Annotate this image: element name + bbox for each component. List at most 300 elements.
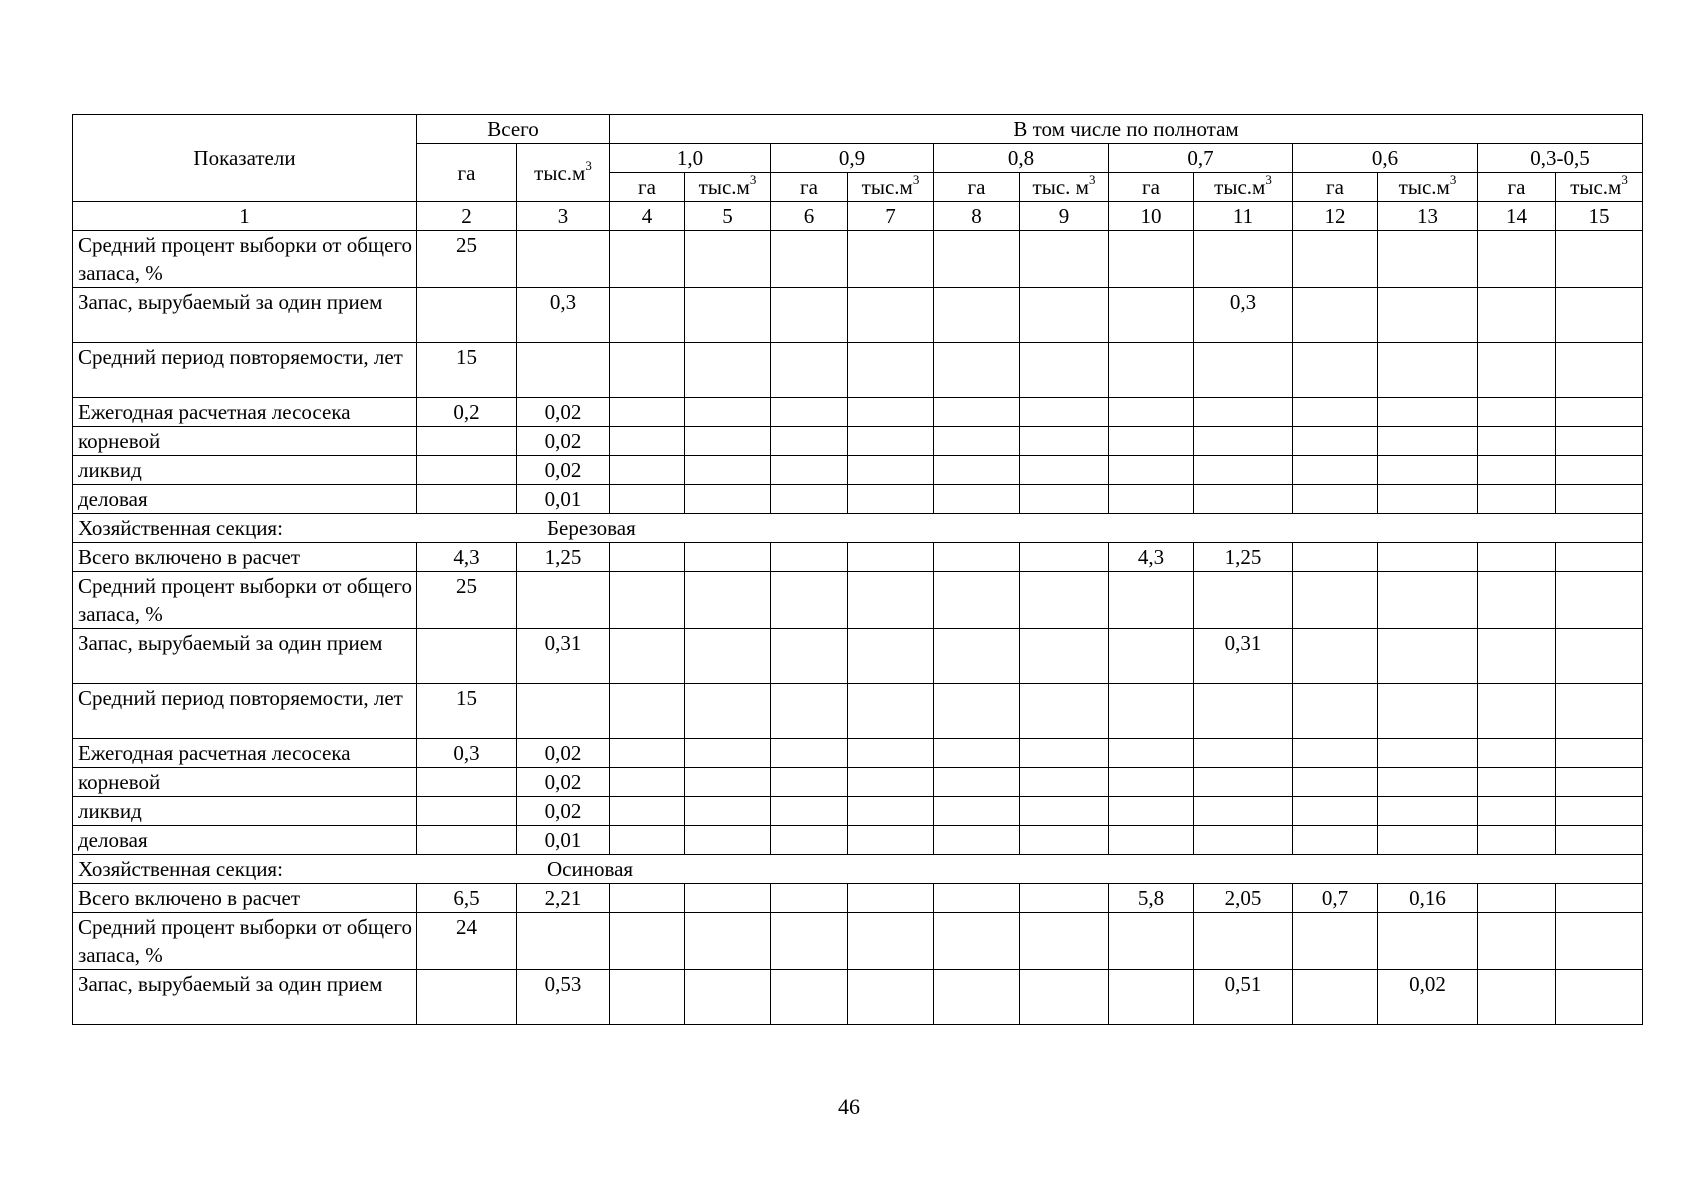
table-cell [1478,826,1556,855]
table-cell [610,768,685,797]
unit-volume-label: тыс.м [861,175,913,199]
table-cell [1378,456,1478,485]
table-cell [1478,427,1556,456]
row-label: Средний период повторяемости, лет [73,343,417,398]
table-cell [848,913,934,970]
table-cell: 0,2 [417,398,517,427]
table-cell [610,485,685,514]
table-cell [848,288,934,343]
row-label: Средний процент выборки от общего запаса, % [73,913,417,970]
table-cell [417,456,517,485]
table-cell [417,826,517,855]
table-cell [1293,913,1378,970]
table-cell [417,427,517,456]
table-cell [1194,913,1293,970]
table-cell [1293,485,1378,514]
row-label: ликвид [73,797,417,826]
table-cell [771,629,848,684]
table-cell [848,456,934,485]
table-cell [771,768,848,797]
table-cell [610,343,685,398]
column-numbers-row [73,202,1643,231]
table-cell [848,231,934,288]
table-cell [1378,427,1478,456]
table-cell: 0,3 [1194,288,1293,343]
table-cell [1109,288,1194,343]
table-cell [771,913,848,970]
table-cell [1194,398,1293,427]
table-cell [1478,543,1556,572]
column-number: 7 [848,202,934,231]
density-ha-header: га [1293,173,1378,202]
row-label: корневой [73,427,417,456]
table-cell [685,629,771,684]
row-label: деловая [73,485,417,514]
section-header-row [73,855,1643,884]
table-cell [934,970,1020,1025]
table-cell [1109,684,1194,739]
table-cell [934,913,1020,970]
row-label: Ежегодная расчетная лесосека [73,398,417,427]
unit-volume-label: тыс.м [1214,175,1266,199]
density-volume-header [1556,173,1643,202]
table-cell [1556,456,1643,485]
table-cell [1194,456,1293,485]
column-number: 6 [771,202,848,231]
table-cell [1293,572,1378,629]
table-cell [1293,288,1378,343]
table-cell [848,684,934,739]
row-label: Запас, вырубаемый за один прием [73,288,417,343]
table-cell: 0,02 [1378,970,1478,1025]
table-cell [1293,343,1378,398]
table-row [73,427,1643,456]
table-cell [1020,739,1109,768]
row-label: Запас, вырубаемый за один прием [73,970,417,1025]
table-cell [1109,231,1194,288]
density-volume-header [1378,173,1478,202]
unit-volume-label: тыс.м [534,160,586,185]
table-cell [1194,231,1293,288]
column-number: 4 [610,202,685,231]
row-label: корневой [73,768,417,797]
row-label: Всего включено в расчет [73,884,417,913]
table-cell [1478,398,1556,427]
density-header-4: 0,7 [1109,144,1293,173]
table-row [73,456,1643,485]
table-cell [517,684,610,739]
table-row [73,913,1643,970]
table-cell [771,543,848,572]
table-cell [1556,288,1643,343]
table-cell [771,684,848,739]
section-label: Хозяйственная секция: [78,516,283,540]
unit-exponent: 3 [1449,172,1457,187]
table-cell [1020,797,1109,826]
column-number: 9 [1020,202,1109,231]
section-name: Березовая [547,516,636,540]
table-cell [685,970,771,1025]
column-number: 12 [1293,202,1378,231]
table-cell [771,970,848,1025]
table-cell [1556,768,1643,797]
table-cell [1020,572,1109,629]
table-cell [1556,884,1643,913]
table-cell [771,884,848,913]
table-cell [848,797,934,826]
table-cell [934,343,1020,398]
column-number: 11 [1194,202,1293,231]
header-row-1 [73,115,1643,144]
table-cell [517,231,610,288]
table-cell [1478,629,1556,684]
table-cell: 0,02 [517,427,610,456]
column-number: 2 [417,202,517,231]
table-cell [934,231,1020,288]
table-cell [417,768,517,797]
table-cell [1478,572,1556,629]
table-cell [1478,768,1556,797]
section-header-row [73,514,1643,543]
table-cell: 0,3 [417,739,517,768]
table-cell [517,913,610,970]
table-cell [934,456,1020,485]
table-row [73,970,1643,1025]
table-cell [610,427,685,456]
table-cell [417,970,517,1025]
table-cell [934,797,1020,826]
total-ha-header: га [417,144,517,202]
table-row [73,485,1643,514]
table-cell [1293,797,1378,826]
table-cell [1109,343,1194,398]
table-cell [934,768,1020,797]
table-cell [1293,739,1378,768]
table-cell [685,797,771,826]
table-cell [771,288,848,343]
row-label: ликвид [73,456,417,485]
table-cell [1378,826,1478,855]
table-cell [1020,398,1109,427]
row-label: Ежегодная расчетная лесосека [73,739,417,768]
table-cell [1378,398,1478,427]
unit-exponent: 3 [749,172,757,187]
density-header-1: 1,0 [610,144,771,173]
unit-volume-label: тыс.м [1570,175,1622,199]
table-cell [1378,288,1478,343]
table-cell [685,684,771,739]
density-ha-header: га [934,173,1020,202]
table-row [73,572,1643,629]
column-number: 8 [934,202,1020,231]
column-number: 15 [1556,202,1643,231]
unit-exponent: 3 [1621,172,1628,187]
table-cell [848,485,934,514]
table-cell [1020,629,1109,684]
table-cell [1109,970,1194,1025]
density-ha-header: га [610,173,685,202]
table-cell [1020,970,1109,1025]
table-cell: 5,8 [1109,884,1194,913]
density-header-3: 0,8 [934,144,1109,173]
table-cell [934,398,1020,427]
table-row [73,231,1643,288]
table-cell [1378,797,1478,826]
table-cell [1194,427,1293,456]
table-cell [771,797,848,826]
table-cell [1293,398,1378,427]
table-cell [771,826,848,855]
unit-exponent: 3 [585,157,592,173]
table-cell [1194,739,1293,768]
table-cell [1293,543,1378,572]
table-row [73,884,1643,913]
forest-data-table [72,114,1643,1025]
table-cell [517,572,610,629]
table-row [73,768,1643,797]
table-cell [610,826,685,855]
table-cell [1293,970,1378,1025]
table-cell [610,884,685,913]
table-cell [1020,427,1109,456]
table-cell [1478,231,1556,288]
table-cell [771,485,848,514]
table-cell [1020,768,1109,797]
density-header-2: 0,9 [771,144,934,173]
table-cell: 25 [417,572,517,629]
column-number: 5 [685,202,771,231]
row-label: Средний процент выборки от общего запаса, % [73,572,417,629]
table-cell [1293,629,1378,684]
table-cell [417,485,517,514]
table-cell [610,684,685,739]
table-cell [1109,826,1194,855]
table-cell [1378,629,1478,684]
table-cell: 0,01 [517,826,610,855]
table-cell: 15 [417,343,517,398]
table-cell [1378,768,1478,797]
density-volume-header [848,173,934,202]
table-cell [934,629,1020,684]
column-number: 14 [1478,202,1556,231]
table-cell: 0,51 [1194,970,1293,1025]
density-header-6: 0,3-0,5 [1478,144,1643,173]
table-cell [1020,884,1109,913]
density-header-5: 0,6 [1293,144,1478,173]
table-cell [610,572,685,629]
table-cell [685,231,771,288]
table-cell [1293,684,1378,739]
table-cell [1109,456,1194,485]
table-cell: 1,25 [1194,543,1293,572]
table-cell [1556,739,1643,768]
table-cell: 6,5 [417,884,517,913]
table-cell [1378,913,1478,970]
table-cell: 0,16 [1378,884,1478,913]
table-cell: 4,3 [417,543,517,572]
table-cell [417,629,517,684]
table-cell [1194,684,1293,739]
table-cell [1109,913,1194,970]
table-cell [1194,485,1293,514]
table-cell: 24 [417,913,517,970]
table-cell [1293,456,1378,485]
table-cell [685,343,771,398]
table-cell [1020,684,1109,739]
table-cell [1478,884,1556,913]
table-row [73,826,1643,855]
table-cell: 0,31 [517,629,610,684]
table-cell [1378,572,1478,629]
table-cell: 0,31 [1194,629,1293,684]
total-volume-header [517,144,610,202]
table-cell [1293,427,1378,456]
unit-volume-label: тыс.м [698,175,750,199]
table-cell [934,739,1020,768]
table-cell [1556,913,1643,970]
column-number: 1 [73,202,417,231]
table-cell [610,970,685,1025]
table-cell [610,543,685,572]
unit-volume-label: тыс.м [1398,175,1450,199]
table-cell [685,572,771,629]
table-cell [1109,398,1194,427]
table-cell: 0,02 [517,739,610,768]
table-cell [1194,768,1293,797]
table-cell [1556,572,1643,629]
table-cell [685,739,771,768]
table-cell [1109,629,1194,684]
table-cell [1020,485,1109,514]
table-cell: 25 [417,231,517,288]
table-cell [771,343,848,398]
table-cell [685,913,771,970]
table-cell [848,629,934,684]
table-cell: 0,7 [1293,884,1378,913]
table-cell [934,826,1020,855]
density-ha-header: га [1478,173,1556,202]
table-cell [1109,427,1194,456]
table-cell: 0,53 [517,970,610,1025]
table-cell [848,427,934,456]
table-cell [1556,629,1643,684]
table-cell [1109,572,1194,629]
table-row [73,288,1643,343]
table-cell [1020,826,1109,855]
density-volume-header [1020,173,1109,202]
by-density-header: В том числе по полнотам [610,115,1643,144]
table-cell [417,288,517,343]
density-volume-header [1194,173,1293,202]
density-ha-header: га [771,173,848,202]
table-row [73,629,1643,684]
table-cell [1478,797,1556,826]
table-cell: 15 [417,684,517,739]
table-cell [848,739,934,768]
table-cell [771,456,848,485]
table-cell [685,456,771,485]
table-cell [934,572,1020,629]
table-cell [934,543,1020,572]
column-number: 13 [1378,202,1478,231]
table-cell [610,398,685,427]
table-cell [1194,826,1293,855]
table-cell [1556,684,1643,739]
table-cell [517,343,610,398]
row-label: Средний период повторяемости, лет [73,684,417,739]
table-cell [848,343,934,398]
table-cell [1556,826,1643,855]
density-ha-header: га [1109,173,1194,202]
table-cell [1478,739,1556,768]
row-label: деловая [73,826,417,855]
table-cell [934,427,1020,456]
table-cell [610,456,685,485]
table-cell [848,398,934,427]
table-cell [1378,684,1478,739]
table-cell [1109,768,1194,797]
section-header [73,514,1643,543]
table-cell [1020,343,1109,398]
unit-exponent: 3 [912,172,920,187]
indicators-header: Показатели [73,115,417,202]
table-cell [1478,684,1556,739]
table-row [73,343,1643,398]
row-label: Всего включено в расчет [73,543,417,572]
table-cell [934,288,1020,343]
table-cell [771,398,848,427]
table-cell [1378,739,1478,768]
table-cell: 4,3 [1109,543,1194,572]
table-cell [1293,231,1378,288]
table-cell [771,231,848,288]
table-cell [1478,343,1556,398]
table-cell [1556,427,1643,456]
table-cell [610,739,685,768]
table-cell [1556,343,1643,398]
table-cell [1109,485,1194,514]
table-cell [1478,456,1556,485]
table-cell [1378,485,1478,514]
table-cell [1378,231,1478,288]
table-cell: 0,3 [517,288,610,343]
table-cell [1556,970,1643,1025]
table-cell [1478,288,1556,343]
table-cell [1020,231,1109,288]
table-cell [934,485,1020,514]
table-body [73,115,1643,1025]
table-cell [1194,572,1293,629]
section-label: Хозяйственная секция: [78,857,283,881]
table-cell: 2,21 [517,884,610,913]
table-cell [771,572,848,629]
unit-exponent: 3 [1265,172,1272,187]
table-cell [1556,231,1643,288]
table-cell: 0,01 [517,485,610,514]
table-cell [610,913,685,970]
table-row [73,797,1643,826]
table-cell [848,970,934,1025]
table-cell [685,427,771,456]
table-cell [1194,797,1293,826]
table-cell [1556,398,1643,427]
table-cell [1109,739,1194,768]
table-cell [685,826,771,855]
table-cell: 1,25 [517,543,610,572]
table-cell [848,768,934,797]
table-cell [848,884,934,913]
density-volume-header [685,173,771,202]
